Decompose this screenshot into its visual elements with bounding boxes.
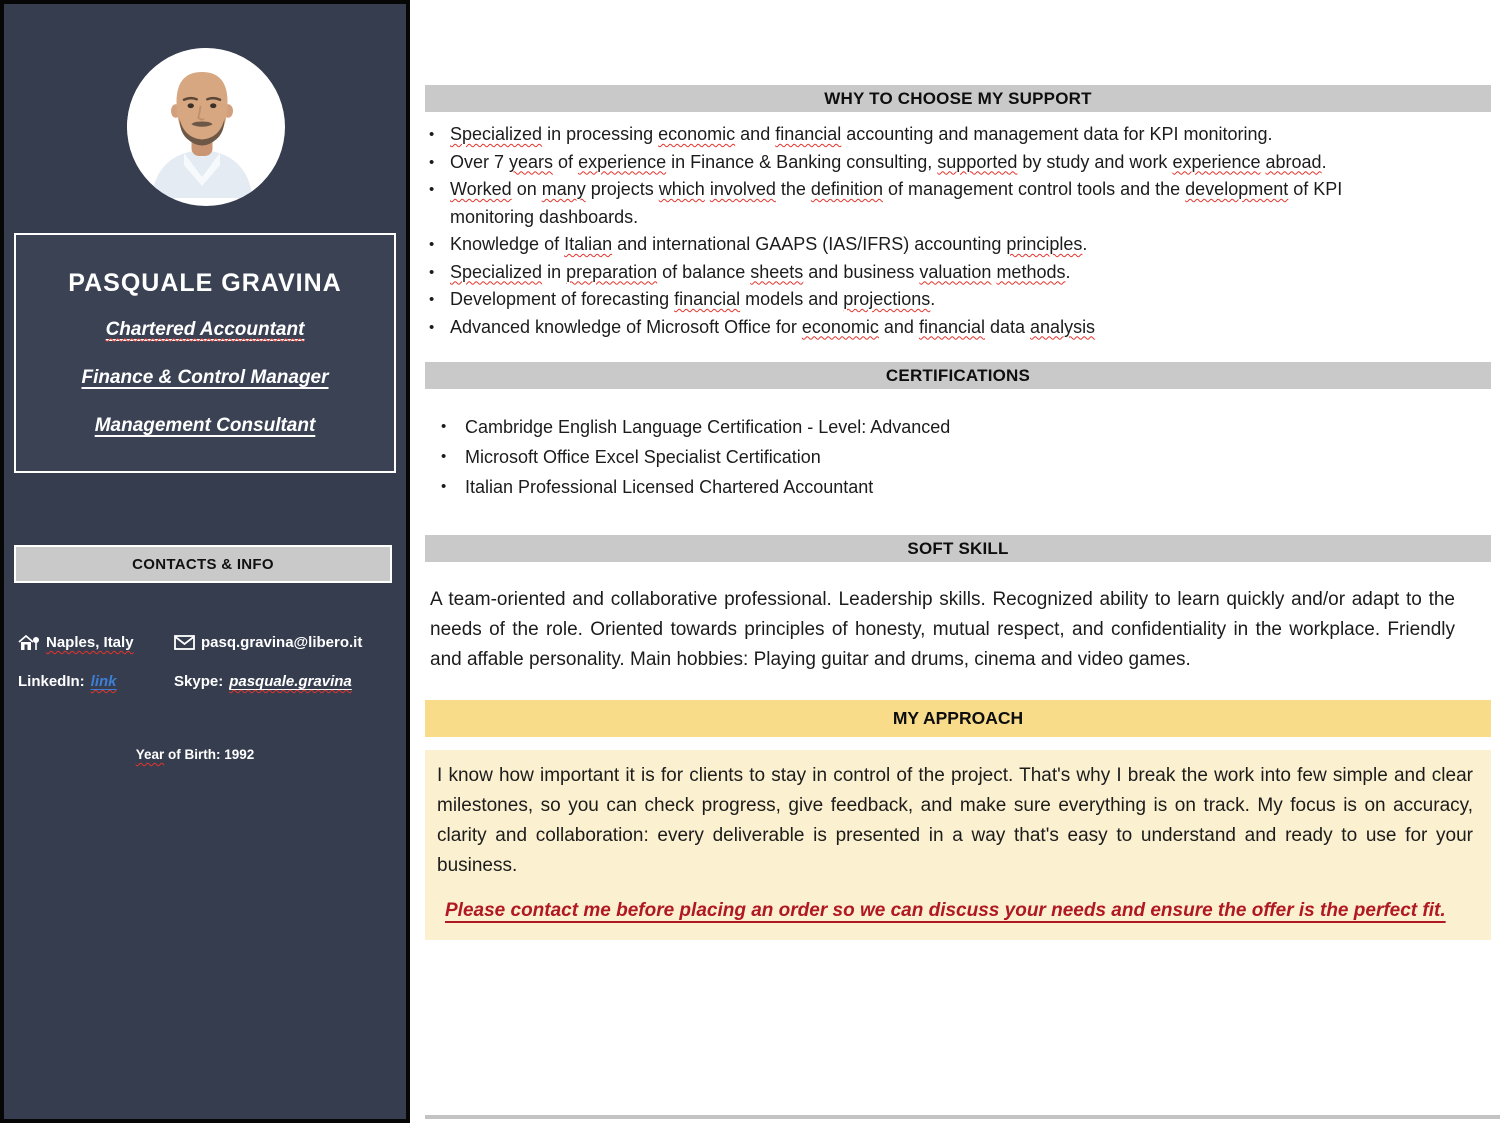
approach-paragraph: I know how important it is for clients to stay in control of the project. That's why I break the work into few simple and clear milestones, so you can check progress, give feedback, and make sure everything is on track. My focus is on accuracy, clarity and collaboration: every deliverable is presented in a way that's easy to understand and ready to use for your business. bbox=[437, 765, 1473, 876]
envelope-icon bbox=[174, 635, 195, 650]
why-bullet: • Over 7 years of experience in Finance & Banking consulting, supported by study and work experience abroad. bbox=[425, 149, 1410, 177]
soft-skill-paragraph: A team-oriented and collaborative professional. Leadership skills. Recognized ability to learn quickly and/or adapt to the needs of the role. Oriented towards principles of honesty, mutual respect, and confidentiality in the workplace. Friendly and affable personality. Main hobbies: Playing guitar and drums, cinema and video games. bbox=[430, 589, 1455, 670]
why-bullet: • Worked on many projects which involved the definition of management control tools and the development of KPI monitoring dashboards. bbox=[425, 176, 1410, 231]
linkedin-label: LinkedIn: bbox=[18, 673, 85, 690]
contact-grid bbox=[18, 634, 400, 690]
section-header-why: WHY TO CHOOSE MY SUPPORT bbox=[425, 85, 1491, 112]
cert-list bbox=[425, 412, 1410, 502]
year-of-birth: Year of Birth: 1992 bbox=[135, 747, 255, 762]
email-row bbox=[174, 634, 400, 651]
linkedin-link[interactable]: link bbox=[90, 673, 117, 690]
why-bullet: • Specialized in processing economic and financial accounting and management data for KPI monitoring. bbox=[425, 121, 1410, 149]
email-text: pasq.gravina@libero.it bbox=[201, 634, 363, 651]
approach-note: Please contact me before placing an order so we can discuss your needs and ensure the offer is the perfect fit. bbox=[445, 900, 1446, 921]
skype-value: pasquale.gravina bbox=[229, 673, 352, 690]
why-bullet-list bbox=[425, 121, 1410, 341]
name-panel bbox=[14, 233, 396, 473]
approach-body bbox=[425, 750, 1491, 940]
page-bottom-divider bbox=[425, 1115, 1500, 1119]
section-header-certifications: CERTIFICATIONS bbox=[425, 362, 1491, 389]
sidebar-titles bbox=[81, 319, 328, 437]
cert-item: • Cambridge English Language Certification - Level: Advanced bbox=[425, 412, 1410, 442]
section-header-soft-skill: SOFT SKILL bbox=[425, 535, 1491, 562]
sidebar-title: Chartered Accountant bbox=[105, 318, 305, 340]
why-bullet: • Advanced knowledge of Microsoft Office for economic and financial data analysis bbox=[425, 314, 1410, 342]
skype-row bbox=[174, 673, 400, 690]
person-name: PASQUALE GRAVINA bbox=[68, 269, 342, 298]
sidebar bbox=[0, 0, 410, 1123]
linkedin-row bbox=[18, 673, 168, 690]
why-bullet: • Development of forecasting financial models and projections. bbox=[425, 286, 1410, 314]
main-content bbox=[410, 0, 1500, 1123]
skype-label: Skype: bbox=[174, 673, 224, 690]
cert-item: • Italian Professional Licensed Chartered Accountant bbox=[425, 472, 1410, 502]
home-icon bbox=[18, 634, 40, 651]
sidebar-title: Finance & Control Manager bbox=[81, 366, 329, 388]
profile-photo bbox=[127, 48, 285, 206]
cert-item: • Microsoft Office Excel Specialist Certification bbox=[425, 442, 1410, 472]
sidebar-title: Management Consultant bbox=[94, 414, 316, 436]
why-bullet: • Knowledge of Italian and international GAAPS (IAS/IFRS) accounting principles. bbox=[425, 231, 1410, 259]
section-header-my-approach: MY APPROACH bbox=[425, 700, 1491, 737]
profile-photo-illustration bbox=[127, 48, 277, 198]
location-text: Naples, Italy bbox=[46, 634, 134, 651]
contacts-header: CONTACTS & INFO bbox=[14, 545, 392, 583]
location-row bbox=[18, 634, 168, 651]
why-bullet: • Specialized in preparation of balance sheets and business valuation methods. bbox=[425, 259, 1410, 287]
